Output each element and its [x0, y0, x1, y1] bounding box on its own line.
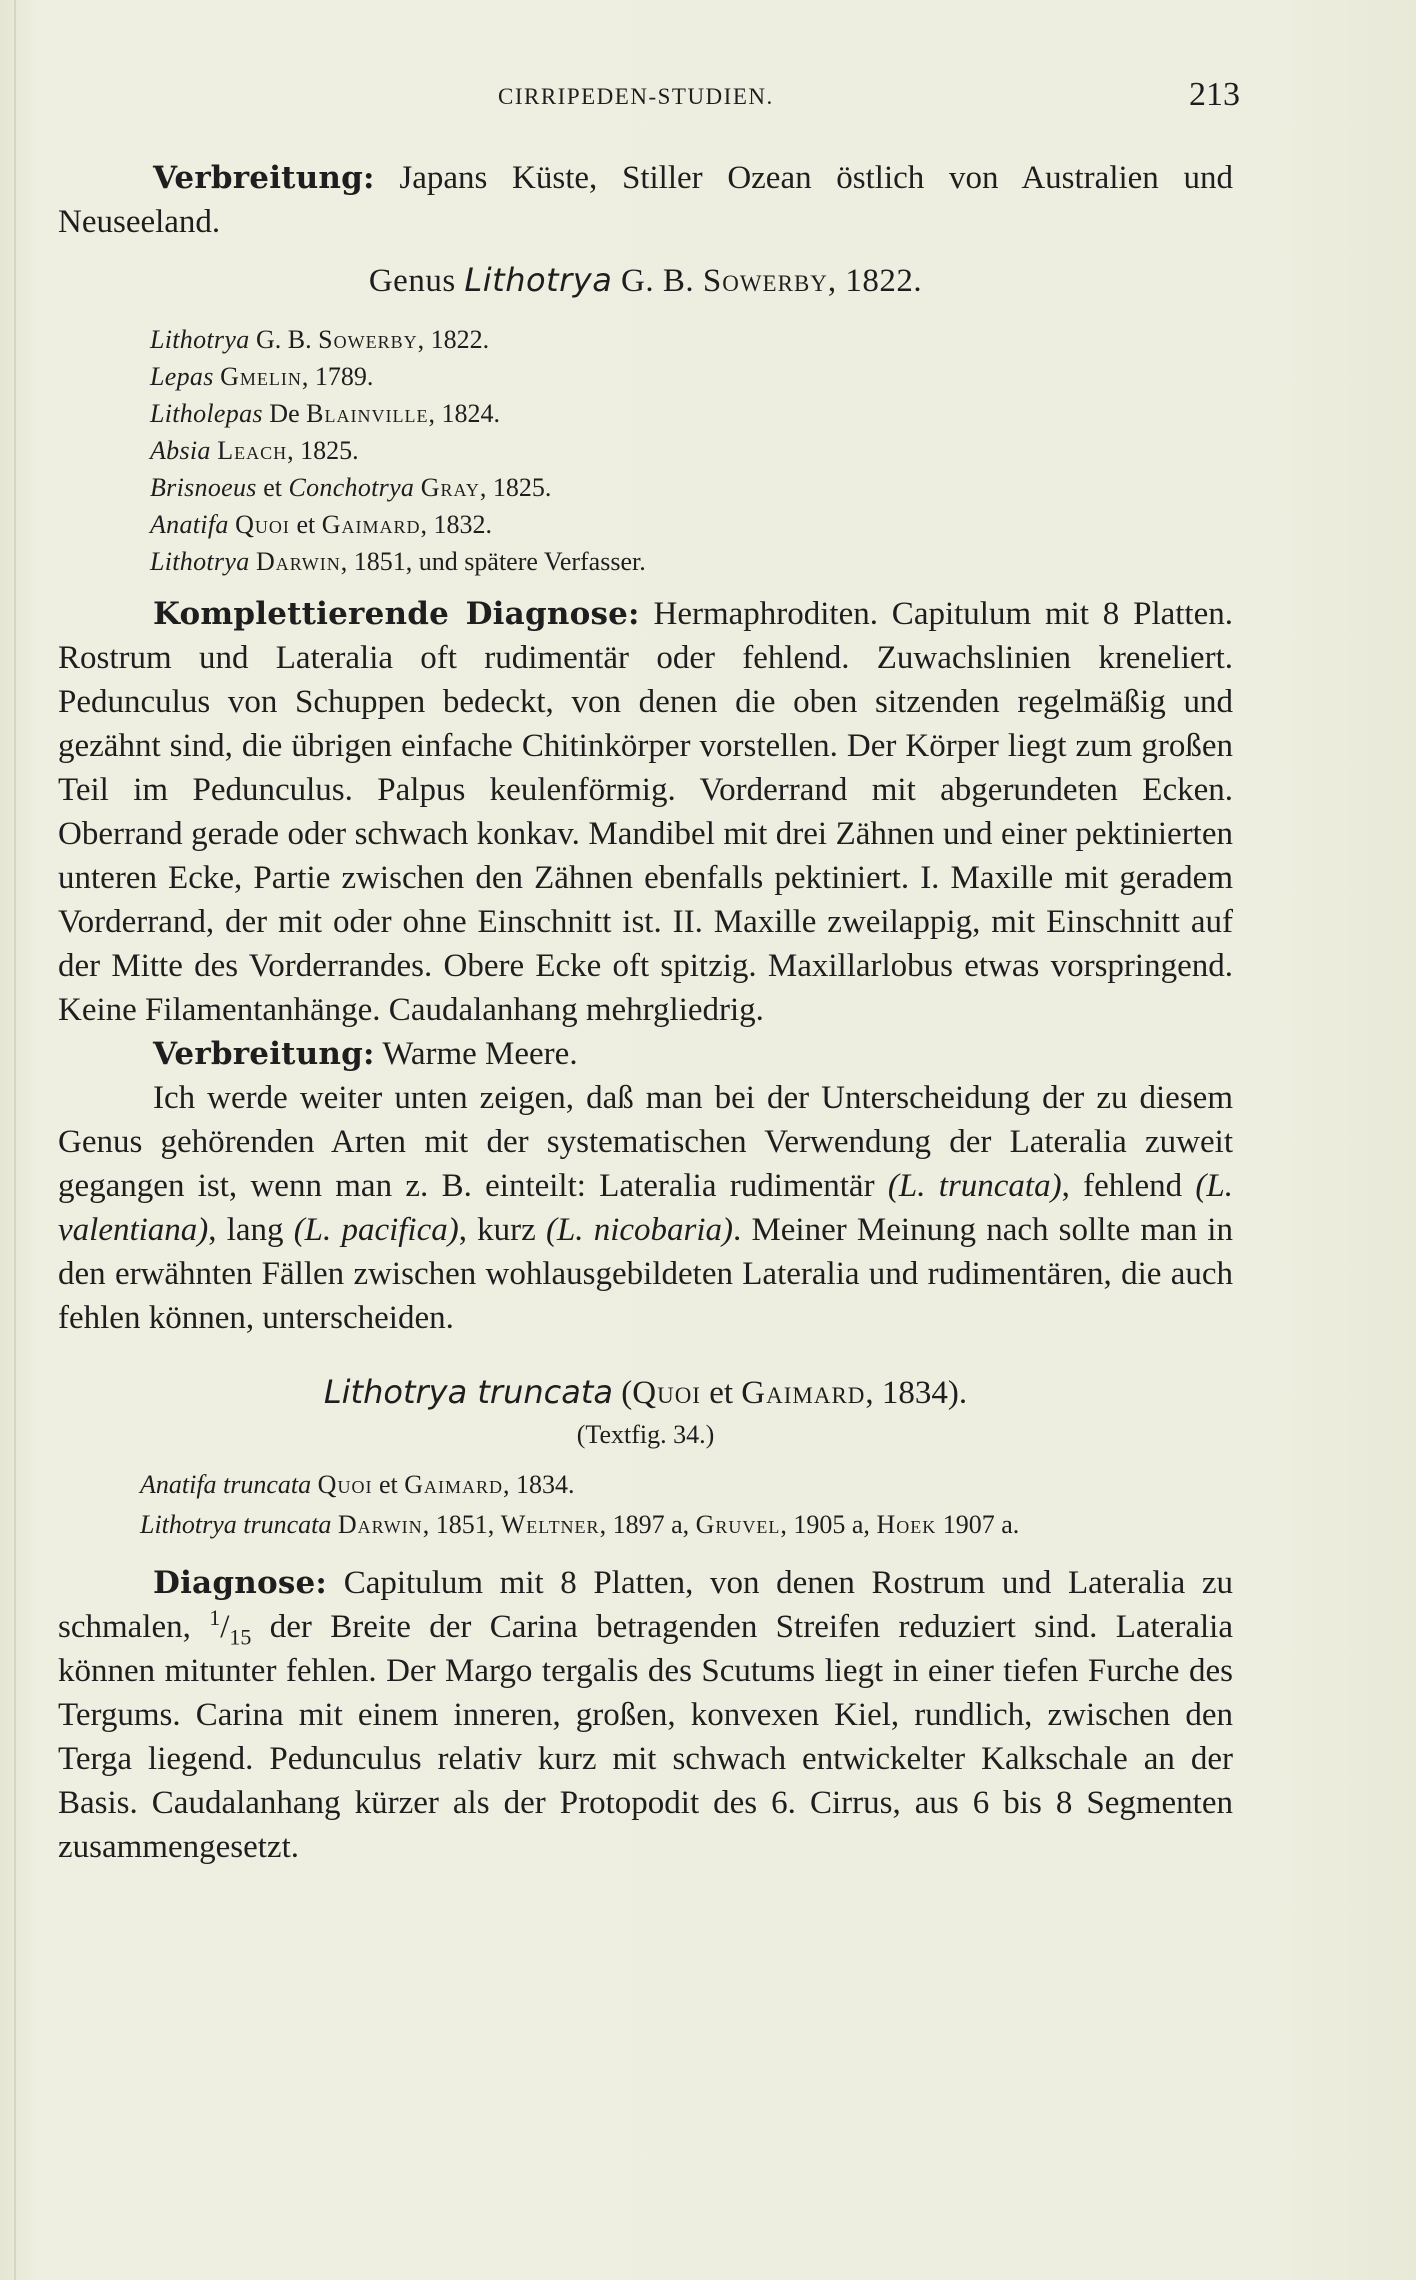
- synonym-name: Absia: [150, 436, 211, 465]
- synonym-line: [150, 358, 1233, 395]
- species-synonym-line: [140, 1505, 1233, 1545]
- diagnosis-text: Hermaphroditen. Capitulum mit 8 Platten. Rostrum und Lateralia oft rudimentär oder fehlend. Zuwachslinien kreneliert. Pedunculus von Schuppen bedeckt, von denen die oben sitzenden regelmäßig und gezähnt sind, die übrigen einfache Chitinkörper vorstellen. Der Körper liegt zum großen Teil im Pedunculus. Palpus keulenförmig. Vorderrand mit abgerundeten Ecken. Oberrand gerade oder schwach konkav. Mandibel mit drei Zähnen und einer pektinierten unteren Ecke, Partie zwischen den Zähnen ebenfalls pektiniert. I. Maxille mit geradem Vorderrand, der mit oder ohne Einschnitt ist. II. Maxille zweilappig, mit Einschnitt auf der Mitte des Vorderrandes. Obere Ecke oft spitzig. Maxillarlobus etwas vorspringend. Keine Filamentanhänge. Caudalanhang mehrgliedrig.: [58, 596, 1233, 1028]
- synonym-year: , 1789.: [301, 362, 374, 391]
- synonym-year: 1907 a.: [936, 1510, 1020, 1539]
- synonym-year: , 1822.: [417, 325, 490, 354]
- species-diagnosis-paragraph: [58, 1561, 1233, 1869]
- synonym-particle: De: [262, 399, 307, 428]
- diagnosis-label-2: Diagnose:: [153, 1565, 328, 1601]
- species-ref: (L. pacifica): [293, 1212, 459, 1248]
- synonym-name: Lepas: [150, 362, 214, 391]
- species-author: Quoi: [632, 1375, 701, 1411]
- synonym-year: , 1834.: [503, 1470, 575, 1499]
- synonym-author: Gray: [420, 473, 480, 502]
- synonym-year: , 1905 a,: [780, 1510, 877, 1539]
- synonym-author: Leach: [217, 436, 288, 465]
- distribution-paragraph: [58, 156, 1233, 244]
- species-name: Lithotrya truncata: [323, 1373, 613, 1411]
- diagnosis-text: Capitulum mit 8 Platten, von denen Rostrum und Lateralia zu schmalen,: [58, 1565, 1233, 1645]
- species-conjunction: et: [700, 1375, 742, 1411]
- synonym-year: , 1825.: [479, 473, 552, 502]
- synonym-author: Sowerby: [318, 325, 418, 354]
- fraction-slash: /: [220, 1609, 230, 1645]
- species-heading: [58, 1370, 1233, 1415]
- running-head: CIRRIPEDEN-STUDIEN.: [498, 84, 774, 109]
- genus-author: Sowerby: [702, 263, 828, 299]
- synonym-name: Brisnoeus: [150, 473, 257, 502]
- synonym-author: Weltner: [500, 1510, 600, 1539]
- synonym-name: Anatifa truncata: [140, 1470, 312, 1499]
- synonym-author: Gruvel: [695, 1510, 781, 1539]
- fraction-denominator: 15: [229, 1624, 252, 1650]
- species-ref: (L. valentiana): [58, 1168, 1233, 1248]
- genus-heading: [58, 258, 1233, 303]
- diagnosis-text: der Breite der Carina betragenden Streifen reduziert sind. Lateralia können mitunter fehlen. Der Margo tergalis des Scutums liegt in einer tiefen Furche des Tergums. Carina mit einem inneren, großen, konvexen Kiel, rundlich, zwischen den Terga liegend. Pedunculus relativ kurz mit schwach entwickelter Kalkschale an der Basis. Caudalanhang kürzer als der Protopodit des 6. Cirrus, aus 6 bis 8 Segmenten zusammengesetzt.: [58, 1609, 1233, 1865]
- synonym-author: Blainville: [306, 399, 429, 428]
- synonym-line: [150, 506, 1233, 543]
- synonym-author: Darwin: [337, 1510, 423, 1539]
- synonym-year: , 1825.: [287, 436, 359, 465]
- page-header: [60, 76, 1240, 116]
- genus-name: Lithotrya: [464, 261, 613, 299]
- distribution-label: Verbreitung:: [153, 160, 375, 196]
- synonym-conjunction: et: [289, 510, 322, 539]
- synonym-conjunction: et: [256, 473, 289, 502]
- distribution-label-2: Verbreitung:: [153, 1036, 375, 1072]
- fraction-numerator: 1: [209, 1605, 221, 1630]
- genus-year: , 1822.: [827, 263, 923, 299]
- remark-text: , fehlend: [1061, 1168, 1196, 1204]
- synonym-line: [150, 469, 1233, 506]
- species-author-2: Gaimard: [741, 1375, 866, 1411]
- synonym-name: Litholepas: [150, 399, 263, 428]
- synonym-line: [150, 432, 1233, 469]
- synonym-author-2: Gaimard: [321, 510, 421, 539]
- synonym-initials: G. B.: [249, 325, 319, 354]
- distribution-text-2: Warme Meere.: [374, 1036, 578, 1072]
- species-ref: (L. nicobaria): [545, 1212, 734, 1248]
- synonym-year: , 1824.: [428, 399, 500, 428]
- remark-text: , kurz: [458, 1212, 546, 1248]
- genus-initials: G. B.: [612, 263, 703, 299]
- synonym-name: Lithotrya truncata: [140, 1510, 332, 1539]
- synonym-author-2: Gaimard: [404, 1470, 503, 1499]
- remark-text: Ich werde weiter unten zeigen, daß man bei der Unterscheidung der zu diesem Genus gehörenden Arten mit der systematischen Verwendung der Lateralia zuweit gegangen ist, wenn man z. B. einteilt: Lateralia rudimentär: [58, 1080, 1233, 1204]
- synonym-conjunction: et: [372, 1470, 405, 1499]
- remark-text: . Meiner Meinung nach sollte man in den erwähnten Fällen zwischen wohlausgebildeten Lateralia und rudimentären, die auch fehlen können, unterscheiden.: [58, 1212, 1233, 1336]
- synonym-name: Lithotrya: [150, 325, 250, 354]
- synonym-year: , 1897 a,: [599, 1510, 696, 1539]
- synonym-author: Darwin: [256, 547, 341, 576]
- genus-distribution-paragraph: [58, 1032, 1233, 1076]
- synonym-author: Gmelin: [220, 362, 302, 391]
- remark-paragraph: [58, 1076, 1233, 1340]
- species-synonym-list: [58, 1465, 1233, 1545]
- synonym-year: , 1851,: [422, 1510, 501, 1539]
- synonym-year: , 1832.: [420, 510, 492, 539]
- species-ref: (L. truncata): [887, 1168, 1062, 1204]
- synonym-author: Hoek: [876, 1510, 937, 1539]
- synonym-name: Anatifa: [150, 510, 229, 539]
- synonym-line: [150, 543, 1233, 580]
- textfig-reference: (Textfig. 34.): [576, 1420, 715, 1449]
- spacer: [58, 1340, 1233, 1358]
- species-synonym-line: [140, 1465, 1233, 1505]
- remark-text: , lang: [208, 1212, 294, 1248]
- distribution-text: Japans Küste, Stiller Ozean östlich von Australien und Neuseeland.: [58, 160, 1233, 240]
- genus-synonym-list: [58, 321, 1233, 580]
- species-year: , 1834).: [865, 1375, 968, 1411]
- diagnosis-label: Komplettierende Diagnose:: [153, 596, 640, 632]
- genus-diagnosis-paragraph: [58, 592, 1233, 1032]
- binding-edge: [14, 0, 16, 2280]
- synonym-line: [150, 395, 1233, 432]
- synonym-name: Lithotrya: [150, 547, 250, 576]
- synonym-author: Quoi: [317, 1470, 373, 1499]
- species-paren: (: [613, 1375, 633, 1411]
- synonym-line: [150, 321, 1233, 358]
- body-text: [58, 156, 1233, 1869]
- synonym-year: , 1851, und spätere Verfasser.: [340, 547, 646, 576]
- genus-prefix: Genus: [368, 263, 465, 299]
- page-number: 213: [1189, 76, 1240, 113]
- synonym-name-2: Conchotrya: [288, 473, 415, 502]
- synonym-author: Quoi: [235, 510, 290, 539]
